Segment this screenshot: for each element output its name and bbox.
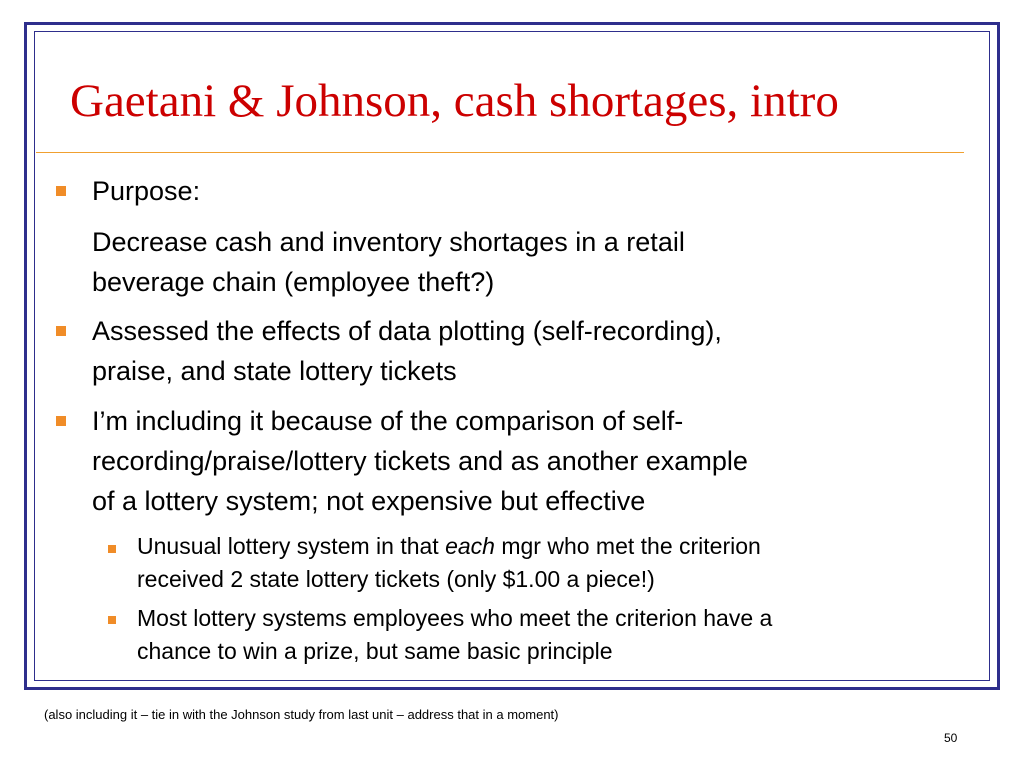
bullet-1-body-line-2: beverage chain (employee theft?) — [92, 267, 495, 297]
bullet-3-line-2: recording/praise/lottery tickets and as another example — [92, 446, 748, 476]
bullet-1-body-line-1: Decrease cash and inventory shortages in a retail — [92, 227, 685, 257]
sub-bullet-1-emphasis: each — [445, 533, 495, 559]
bullet-2-line-1: Assessed the effects of data plotting (self-recording), — [92, 316, 722, 346]
bullet-3-line-3: of a lottery system; not expensive but effective — [92, 486, 646, 516]
sub-bullet-square-icon — [108, 616, 116, 624]
slide-title: Gaetani & Johnson, cash shortages, intro — [70, 75, 839, 127]
sub-bullet-2-line-1: Most lottery systems employees who meet the criterion have a — [137, 605, 773, 631]
bullet-square-icon — [56, 186, 66, 196]
sub-bullet-1-line-2: received 2 state lottery tickets (only $1.00 a piece!) — [137, 566, 655, 592]
bullet-square-icon — [56, 416, 66, 426]
sub-bullet-1-line-1 — [137, 530, 761, 563]
page-number: 50 — [944, 731, 958, 745]
sub-bullet-square-icon — [108, 545, 116, 553]
sub-bullet-2-line-2: chance to win a prize, but same basic principle — [137, 638, 613, 664]
bullet-3-line-1: I’m including it because of the comparison of self- — [92, 406, 684, 436]
bullet-square-icon — [56, 326, 66, 336]
bullet-1-heading: Purpose: — [92, 176, 201, 206]
sub-bullet-1-text-a: Unusual lottery system in that — [137, 533, 446, 559]
slide-footnote: (also including it – tie in with the Johnson study from last unit – address that in a moment) — [44, 707, 559, 722]
sub-bullet-1-text-b: mgr who met the criterion — [494, 533, 761, 559]
bullet-2-line-2: praise, and state lottery tickets — [92, 356, 457, 386]
